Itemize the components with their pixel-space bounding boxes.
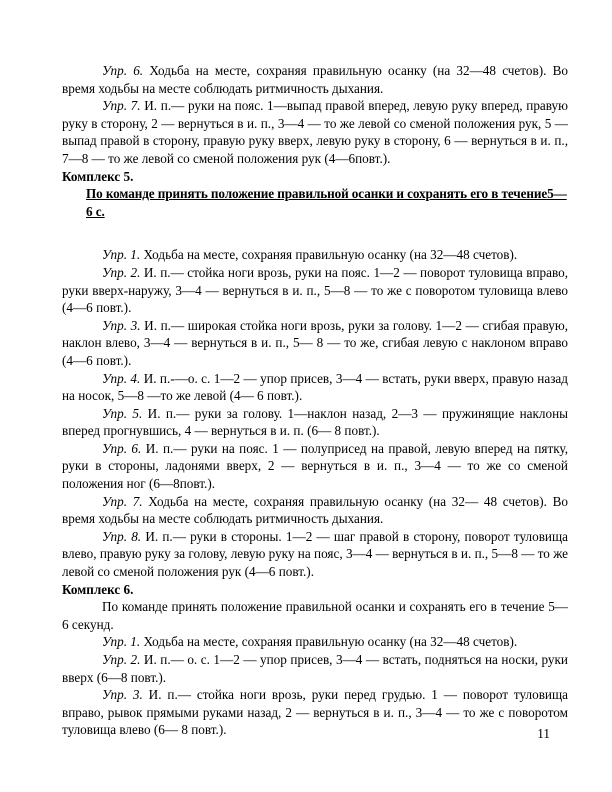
exercise-number: Упр. 6. bbox=[102, 63, 144, 78]
exercise-number: Упр. 3. bbox=[102, 687, 143, 703]
complex-6-heading: Комплекс 6. bbox=[62, 581, 134, 597]
exercise-paragraph bbox=[62, 493, 568, 528]
exercise-text: Ходьба на месте, сохраняя правильную осанку (на 32—48 счетов). bbox=[140, 247, 518, 263]
exercise-number: Упр. 4. bbox=[102, 370, 141, 386]
page-body bbox=[62, 62, 568, 739]
exercise-text: И. п.— стойка ноги врозь, руки на пояс. 1—2 — поворот туловища вправо, руки вверх-наружу, 3—4 — вернуться в и. п., 5—8 — то же с поворотом туловища влево (4—6 повт.). bbox=[62, 264, 568, 316]
exercise-text: И. п.— руки на пояс. 1 — полуприсед на правой, левую вперед на пятку, руки в стороны, ладонями вверх, 2 — вернуться в и. п., 3—4 — то же со сменой положения ног (6—8повт.). bbox=[62, 440, 568, 492]
exercise-paragraph bbox=[62, 317, 568, 370]
exercise-text: Ходьба на месте, сохраняя правильную осанку (на 32—48 счетов). bbox=[140, 634, 518, 650]
exercise-number: Упр. 7. bbox=[102, 493, 143, 509]
exercise-paragraph bbox=[62, 62, 568, 97]
exercise-number: Упр. 7. bbox=[102, 98, 141, 114]
exercise-number: Упр. 1. bbox=[102, 634, 141, 650]
exercise-paragraph bbox=[62, 651, 568, 686]
exercise-text: И. п.— руки в стороны. 1—2 — шаг правой в сторону, поворот туловища влево, правую руку за голову, левую руку на пояс, 3—4 — вернуться в и. п., 5—8 — то же левой со сменой положения рук (4—6 повт.). bbox=[62, 528, 568, 580]
exercise-paragraph bbox=[62, 97, 568, 167]
exercise-number: Упр. 2. bbox=[102, 652, 141, 667]
exercise-paragraph bbox=[62, 633, 568, 651]
exercise-text: Ходьба на месте, сохраняя правильную осанку (на 32— 48 счетов). Во время ходьбы на месте соблюдать ритмичность дыхания. bbox=[62, 493, 568, 527]
page-number: 11 bbox=[537, 726, 550, 741]
exercise-text: И. п.— стойка ноги врозь, руки перед грудью. 1 — поворот туловища вправо, рывок прямыми руками назад, 2 — вернуться в и. п., 3—4 — то же с поворотом туловища влево (6— 8 повт.). bbox=[62, 687, 568, 738]
exercise-number: Упр. 2. bbox=[102, 264, 141, 280]
complex-5-instruction: По команде принять положение правильной осанки и сохранять его в течение5—6 с. bbox=[86, 186, 567, 219]
exercise-paragraph bbox=[62, 370, 568, 405]
exercise-paragraph bbox=[62, 246, 568, 264]
spacer bbox=[62, 220, 568, 246]
exercise-text: И. п.-—о. с. 1—2 — упор присев, 3—4 — встать, руки вверх, правую назад на носок, 5—8 —то же левой (4— 6 повт.). bbox=[62, 370, 568, 404]
exercise-number: Упр. 3. bbox=[102, 317, 141, 333]
exercise-number: Упр. 6. bbox=[102, 440, 142, 456]
complex-6-instruction: По команде принять положение правильной осанки и сохранять его в течение 5—6 секунд. bbox=[62, 599, 568, 632]
exercise-text: И. п.— руки за голову. 1—наклон назад, 2—3 — пружинящие наклоны вперед прогнувшись, 4 — вернуться в и. п. (6— 8 повт.). bbox=[62, 405, 568, 439]
exercise-number: Упр. 8. bbox=[102, 528, 142, 544]
exercise-paragraph bbox=[62, 686, 568, 739]
exercise-number: Упр. 1. bbox=[102, 247, 141, 263]
exercise-text: И. п.— о. с. 1—2 — упор присев, 3—4 — встать, подняться на носки, руки вверх (6—8 повт.). bbox=[62, 652, 568, 685]
exercise-text: Ходьба на месте, сохраняя правильную осанку (на 32—48 счетов). Во время ходьбы на месте соблюдать ритмичность дыхания. bbox=[62, 63, 568, 96]
exercise-paragraph bbox=[62, 440, 568, 493]
exercise-text: И. п.— широкая стойка ноги врозь, руки за голову. 1—2 — сгибая правую, наклон влево, 3—4 — вернуться в и. п., 5— 8 — то же, сгибая левую с наклоном вправо (4—6 повт.). bbox=[62, 317, 569, 368]
exercise-number: Упр. 5. bbox=[102, 405, 143, 421]
complex-5-heading: Комплекс 5. bbox=[62, 168, 134, 184]
exercise-paragraph bbox=[62, 405, 568, 440]
exercise-text: И. п.— руки на пояс. 1—выпад правой вперед, левую руку вперед, правую руку в сторону, 2 — вернуться в и. п., 3—4 — то же левой со сменой положения рук, 5 — выпад правой в сторону, правую руку вверх, левую руку в сторону, 6 — вернуться в и. п., 7—8 — то же левой со сменой положения рук (4—6повт.). bbox=[62, 98, 568, 166]
exercise-paragraph bbox=[62, 528, 568, 581]
exercise-paragraph bbox=[62, 264, 568, 317]
